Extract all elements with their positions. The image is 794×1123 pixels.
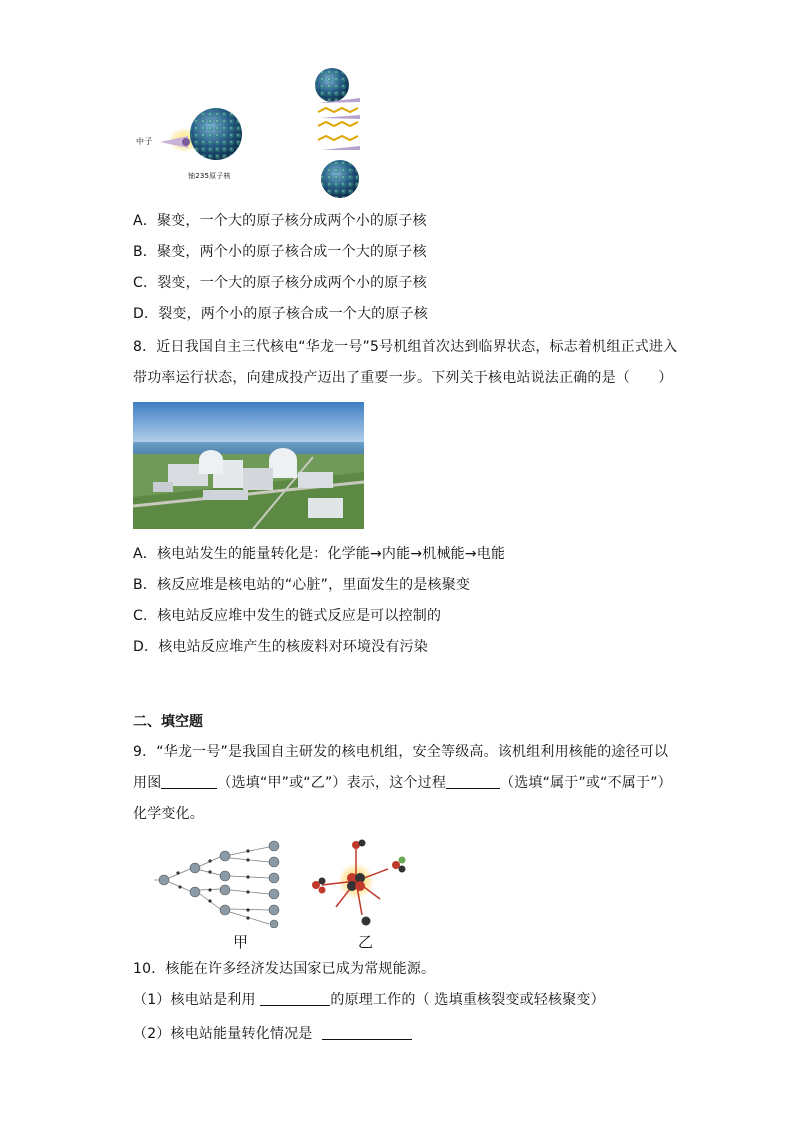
nucleus-label: 铀235原子核 [188,172,231,180]
option-letter: D． [133,306,159,322]
q10-sub1-text-b: 的原理工作的（ 选填重核裂变或轻核聚变） [330,992,605,1008]
option-letter: C． [133,275,158,291]
q8-option-c [133,607,441,625]
q7-option-d [133,305,428,323]
option-text: 裂变，两个小的原子核合成一个大的原子核 [158,306,428,322]
q8-stem-line1: 8．近日我国自主三代核电“华龙一号”5号机组首次达到临界状态，标志着机组正式进入 [133,339,678,355]
fusion-diagram [300,835,415,930]
q9-stem-line2 [133,774,672,792]
q9-text-a: 用图 [133,775,162,791]
option-letter: D． [133,639,159,655]
neutron-label: 中子 [136,137,153,146]
option-text: 核电站反应堆中发生的链式反应是可以控制的 [157,608,442,624]
q9-stem-line1: 9．“华龙一号”是我国自主研发的核电机组，安全等级高。该机组利用核能的途径可以 [133,744,669,760]
q8-option-d [133,638,428,656]
option-letter: A． [133,213,157,229]
q9-stem-line3: 化学变化。 [133,806,204,822]
q10-answer-blank-2[interactable] [322,1025,412,1040]
option-text: 核电站发生的能量转化是：化学能→内能→机械能→电能 [156,546,506,562]
q10-sub1 [133,991,605,1009]
q9-text-b: （选填“甲”或“乙”）表示，这个过程 [217,775,447,791]
fission-diagram [130,62,370,202]
q10-sub1-text-a: （1）核电站是利用 [133,992,256,1008]
q10-stem: 10．核能在许多经济发达国家已成为常规能源。 [133,961,436,977]
q7-option-b [133,243,427,261]
option-text: 裂变，一个大的原子核分成两个小的原子核 [157,275,427,291]
q10-sub2-text: （2）核电站能量转化情况是 [133,1026,313,1042]
section-title: 二、填空题 [133,714,203,730]
option-letter: C． [133,608,158,624]
q8-option-a [133,545,505,563]
nuclear-plant-photo [133,402,364,529]
q9-text-c: （选填“属于”或“不属于”） [500,775,672,791]
option-text: 核电站反应堆产生的核废料对环境没有污染 [158,639,428,655]
option-text: 聚变，两个小的原子核合成一个大的原子核 [157,244,427,260]
q8-option-b [133,576,470,594]
figure-label-jia: 甲 [233,933,249,951]
option-letter: B． [133,577,158,593]
figure-label-yi: 乙 [358,933,374,951]
q7-option-a [133,212,427,230]
q7-option-c [133,274,427,292]
chain-reaction-diagram [150,838,285,928]
q9-answer-blank-1[interactable] [161,774,217,789]
option-letter: A． [133,546,157,562]
option-text: 核反应堆是核电站的“心脏”，里面发生的是核聚变 [157,577,471,593]
q10-sub2 [133,1025,412,1043]
q10-answer-blank-1[interactable] [260,991,330,1006]
q8-stem-line2: 带功率运行状态，向建成投产迈出了重要一步。下列关于核电站说法正确的是（ ） [133,370,673,386]
option-letter: B． [133,244,158,260]
q9-answer-blank-2[interactable] [446,774,500,789]
option-text: 聚变，一个大的原子核分成两个小的原子核 [156,213,427,229]
